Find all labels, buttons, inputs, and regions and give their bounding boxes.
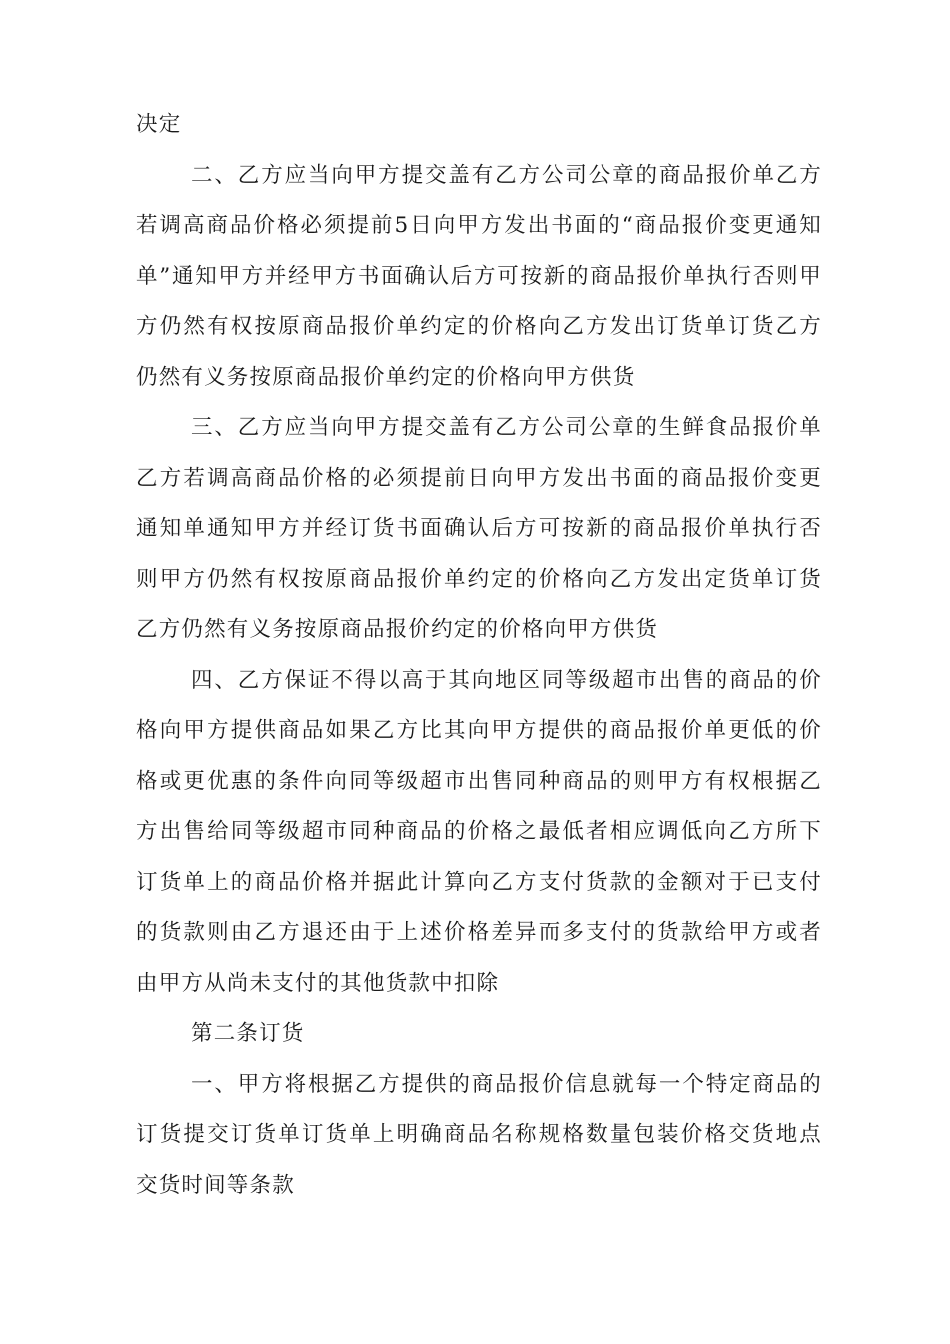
section-heading-ordering: 第二条订货 [191,1021,305,1046]
paragraph-clause-4: 四、乙方保证不得以高于其向地区同等级超市出售的商品的价格向甲方提供商品如果乙方比其向甲方提供的商品报价单更低的价 格或更优惠的条件向同等级超市出售同种商品的则甲方有权根据乙 方出售给同等级超市同种商品的价格之最低者相应调低向乙方所下 订货单上的商品价格并据此计算向乙方支付货款的金额对于已支付 的货款则由乙方退还由于上述价格差异而多支付的货款给甲方或者 由甲方从尚未支付的其他货款中扣除 [136,667,822,996]
paragraph-continuation: 决定 [136,112,182,137]
paragraph-ordering-clause-1: 一、甲方将根据乙方提供的商品报价信息就每一个特定商品的订货提交订货单订货单上明确商品名称规格数量包装价格交货地点 交货时间等条款 [136,1071,822,1198]
paragraph-clause-2: 二、乙方应当向甲方提交盖有乙方公司公章的商品报价单乙方若调高商品价格必须提前5日向甲方发出书面的“商品报价变更通知单”通知甲方并经甲方书面确认后方可按新的商品报价单执行否则甲方仍然有权按原商品报价单约定的价格向乙方发出订货单订货乙方 仍然有义务按原商品报价单约定的价格向甲方供货 [136,162,822,390]
paragraph-clause-3: 三、乙方应当向甲方提交盖有乙方公司公章的生鲜食品报价单乙方若调高商品价格的必须提前日向甲方发出书面的商品报价变更 通知单通知甲方并经订货书面确认后方可按新的商品报价单执行否 则甲方仍然有权按原商品报价单约定的价格向乙方发出定货单订货 乙方仍然有义务按原商品报价约定的价格向甲方供货 [136,415,822,642]
document-body [136,100,822,1211]
